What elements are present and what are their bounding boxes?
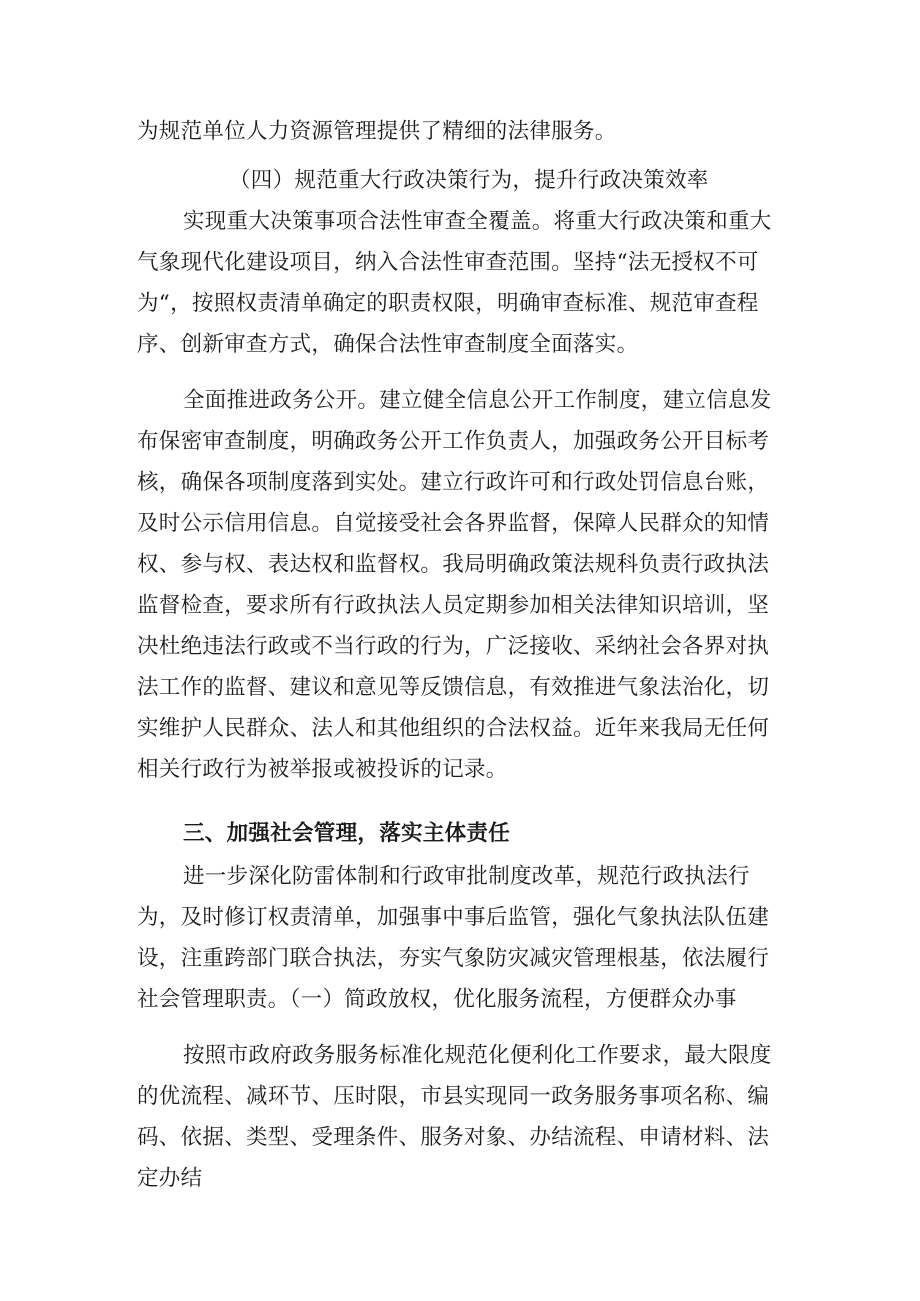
paragraph-continuation: 为规范单位人力资源管理提供了精细的法律服务。 bbox=[137, 119, 617, 144]
paragraph-service-standardization: 按照市政府政务服务标准化规范化便利化工作要求，最大限度的优流程、减环节、压时限，市县实现同一政务服务事项名称、编码、依据、类型、受理条件、服务对象、办结流程、申请材料、法定办结 bbox=[137, 1043, 772, 1191]
subsection-heading-4: （四）规范重大行政决策行为，提升行政决策效率 bbox=[229, 168, 709, 193]
paragraph-legality-review: 实现重大决策事项合法性审查全覆盖。将重大行政决策和重大气象现代化建设项目，纳入合法性审查范围。坚持“法无授权不可为“，按照权责清单确定的职责权限，明确审查标准、规范审查程序、创新审查方式，确保合法性审查制度全面落实。 bbox=[137, 209, 772, 357]
paragraph-government-affairs-disclosure: 全面推进政务公开。建立健全信息公开工作制度，建立信息发布保密审查制度，明确政务公开工作负责人，加强政务公开目标考核，确保各项制度落到实处。建立行政许可和行政处罚信息台账，及时公示信用信息。自觉接受社会各界监督，保障人民群众的知情权、参与权、表达权和监督权。我局明确政策法规科负责行政执法监督检查，要求所有行政执法人员定期参加相关法律知识培训，坚决杜绝违法行政或不当行政的行为，广泛接收、采纳社会各界对执法工作的监督、建议和意见等反馈信息，有效推进气象法治化，切实维护人民群众、法人和其他组织的合法权益。近年来我局无任何相关行政行为被举报或被投诉的记录。 bbox=[137, 388, 772, 782]
section-heading-3: 三、加强社会管理，落实主体责任 bbox=[183, 821, 511, 846]
paragraph-social-management: 进一步深化防雷体制和行政审批制度改革，规范行政执法行为，及时修订权责清单，加强事中事后监管，强化气象执法队伍建设，注重跨部门联合执法，夯实气象防灾减灾管理根基，依法履行社会管理职责。（一）简政放权，优化服务流程，方便群众办事 bbox=[137, 864, 770, 1012]
